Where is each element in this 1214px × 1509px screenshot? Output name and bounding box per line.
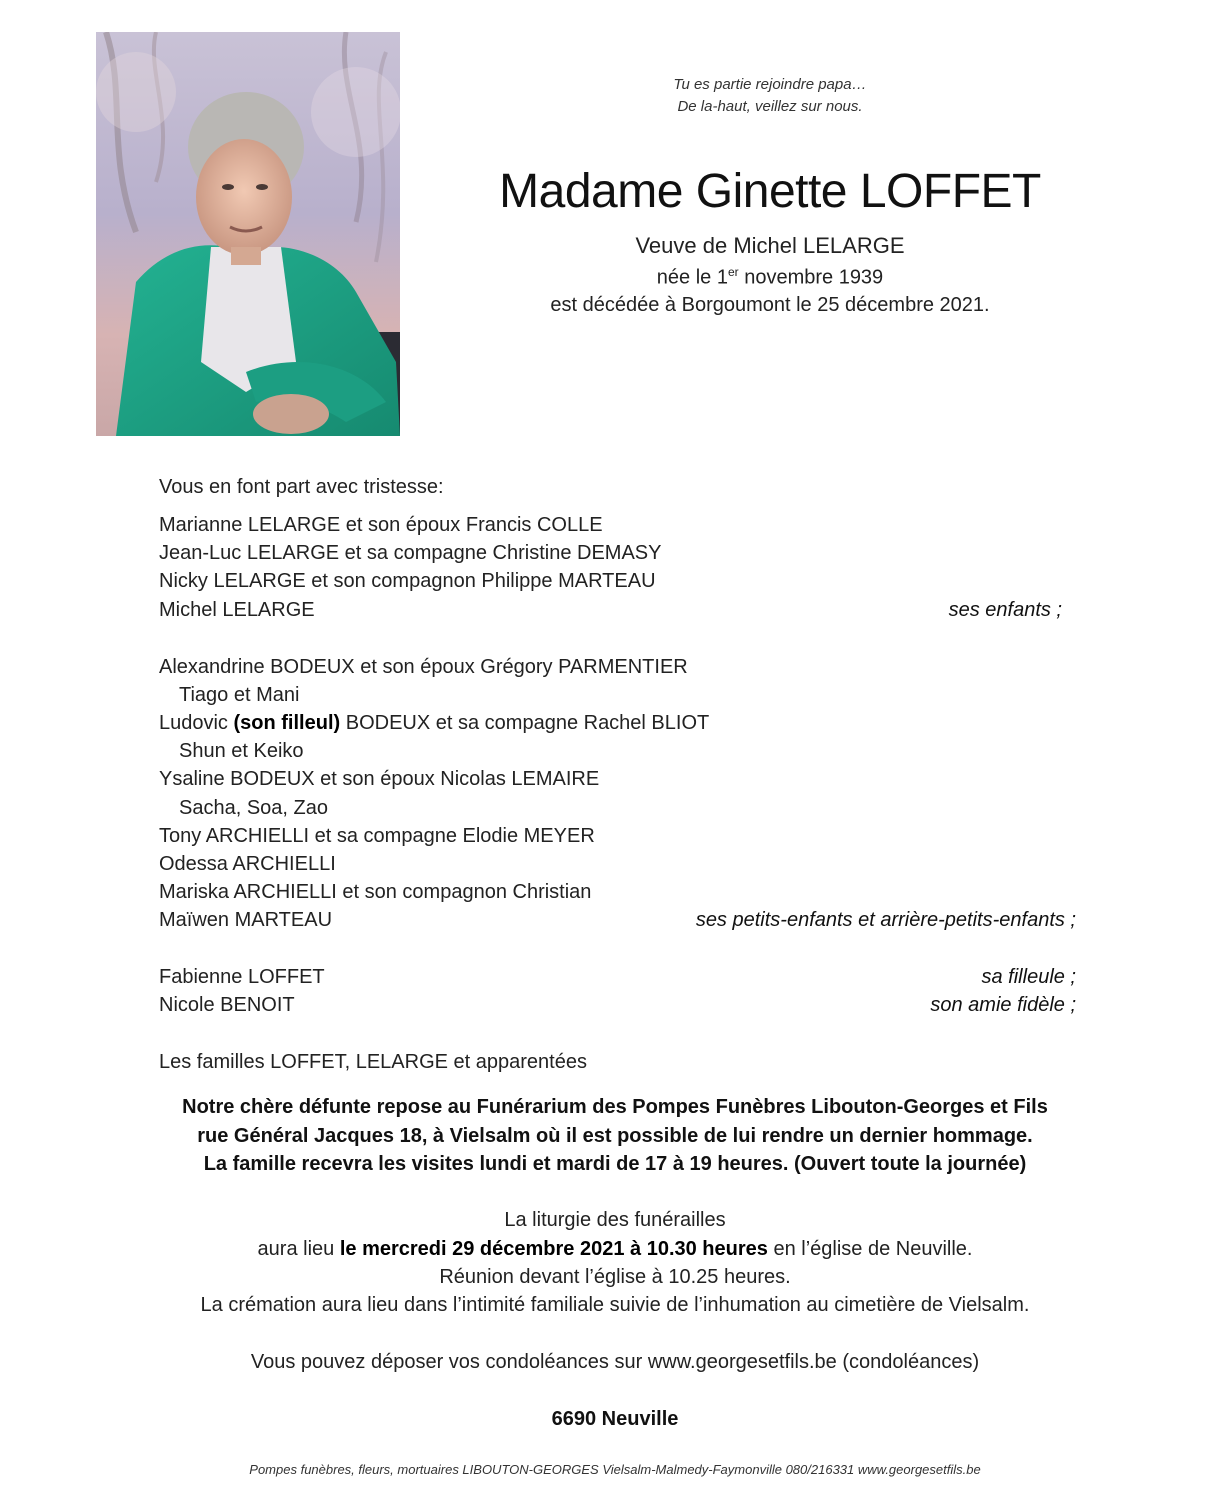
rest-info-line-1: Notre chère défunte repose au Funérarium des Pompes Funèbres Libouton-Georges et Fils (182, 1096, 1048, 1118)
friend-role: son amie fidèle ; (930, 994, 1076, 1016)
families-line: Les familles LOFFET, LELARGE et apparentées (159, 1051, 587, 1073)
deceased-name: Madame Ginette LOFFET (499, 165, 1041, 218)
goddaughter-role: sa filleule ; (981, 966, 1076, 988)
grandchild-line: Ludovic (son filleul) BODEUX et sa compagne Rachel BLIOT (159, 712, 710, 734)
condolences-line: Vous pouvez déposer vos condoléances sur www.georgesetfils.be (condoléances) (250, 1351, 980, 1373)
quote-line-2: De la-haut, veillez sur nous. (677, 98, 863, 115)
liturgy-line-2: aura lieu le mercredi 29 décembre 2021 à 10.30 heures en l’église de Neuville. (257, 1238, 973, 1260)
friend-name: Nicole BENOIT (159, 994, 295, 1016)
great-grandchild-line: Shun et Keiko (179, 740, 304, 762)
grandchild-line: Maïwen MARTEAU (159, 909, 333, 931)
rest-info-line-2: rue Général Jacques 18, à Vielsalm où il est possible de lui rendre un dernier hommage. (197, 1125, 1033, 1147)
address-line: 6690 Neuville (551, 1408, 679, 1430)
great-grandchild-line: Tiago et Mani (179, 684, 300, 706)
liturgy-line-3: Réunion devant l’église à 10.25 heures. (439, 1266, 791, 1288)
rest-info-line-3: La famille recevra les visites lundi et mardi de 17 à 19 heures. (Ouvert toute la journée) (203, 1153, 1027, 1175)
liturgy-line-1: La liturgie des funérailles (504, 1209, 726, 1231)
intro-text: Vous en font part avec tristesse: (159, 476, 444, 498)
birth-line: née le 1er novembre 1939 (656, 265, 884, 289)
liturgy-line-4: La crémation aura lieu dans l’intimité familiale suivie de l’inhumation au cimetière de Vielsalm. (200, 1294, 1030, 1316)
grandchild-line: Tony ARCHIELLI et sa compagne Elodie MEYER (159, 825, 595, 847)
grandchild-line: Odessa ARCHIELLI (159, 853, 336, 875)
child-line: Marianne LELARGE et son époux Francis COLLE (159, 514, 603, 536)
death-line: est décédée à Borgoumont le 25 décembre 2021. (550, 294, 990, 316)
goddaughter-name: Fabienne LOFFET (159, 966, 325, 988)
widow-line: Veuve de Michel LELARGE (635, 233, 905, 258)
children-role: ses enfants ; (948, 599, 1062, 621)
footer-text: Pompes funèbres, fleurs, mortuaires LIBOUTON-GEORGES Vielsalm-Malmedy-Faymonville 080/216331 www.georgesetfils.be (249, 1462, 981, 1477)
grandchild-line: Mariska ARCHIELLI et son compagnon Christian (159, 881, 592, 903)
grandchild-line: Alexandrine BODEUX et son époux Grégory PARMENTIER (159, 656, 688, 678)
portrait-photo (96, 32, 400, 436)
child-line: Jean-Luc LELARGE et sa compagne Christine DEMASY (159, 542, 662, 564)
grandchild-line: Ysaline BODEUX et son époux Nicolas LEMAIRE (159, 768, 600, 790)
grandchildren-role: ses petits-enfants et arrière-petits-enfants ; (695, 909, 1076, 931)
child-line: Nicky LELARGE et son compagnon Philippe MARTEAU (159, 570, 656, 592)
quote-line-1: Tu es partie rejoindre papa… (673, 76, 867, 93)
great-grandchild-line: Sacha, Soa, Zao (179, 797, 328, 819)
child-line: Michel LELARGE (159, 599, 315, 621)
